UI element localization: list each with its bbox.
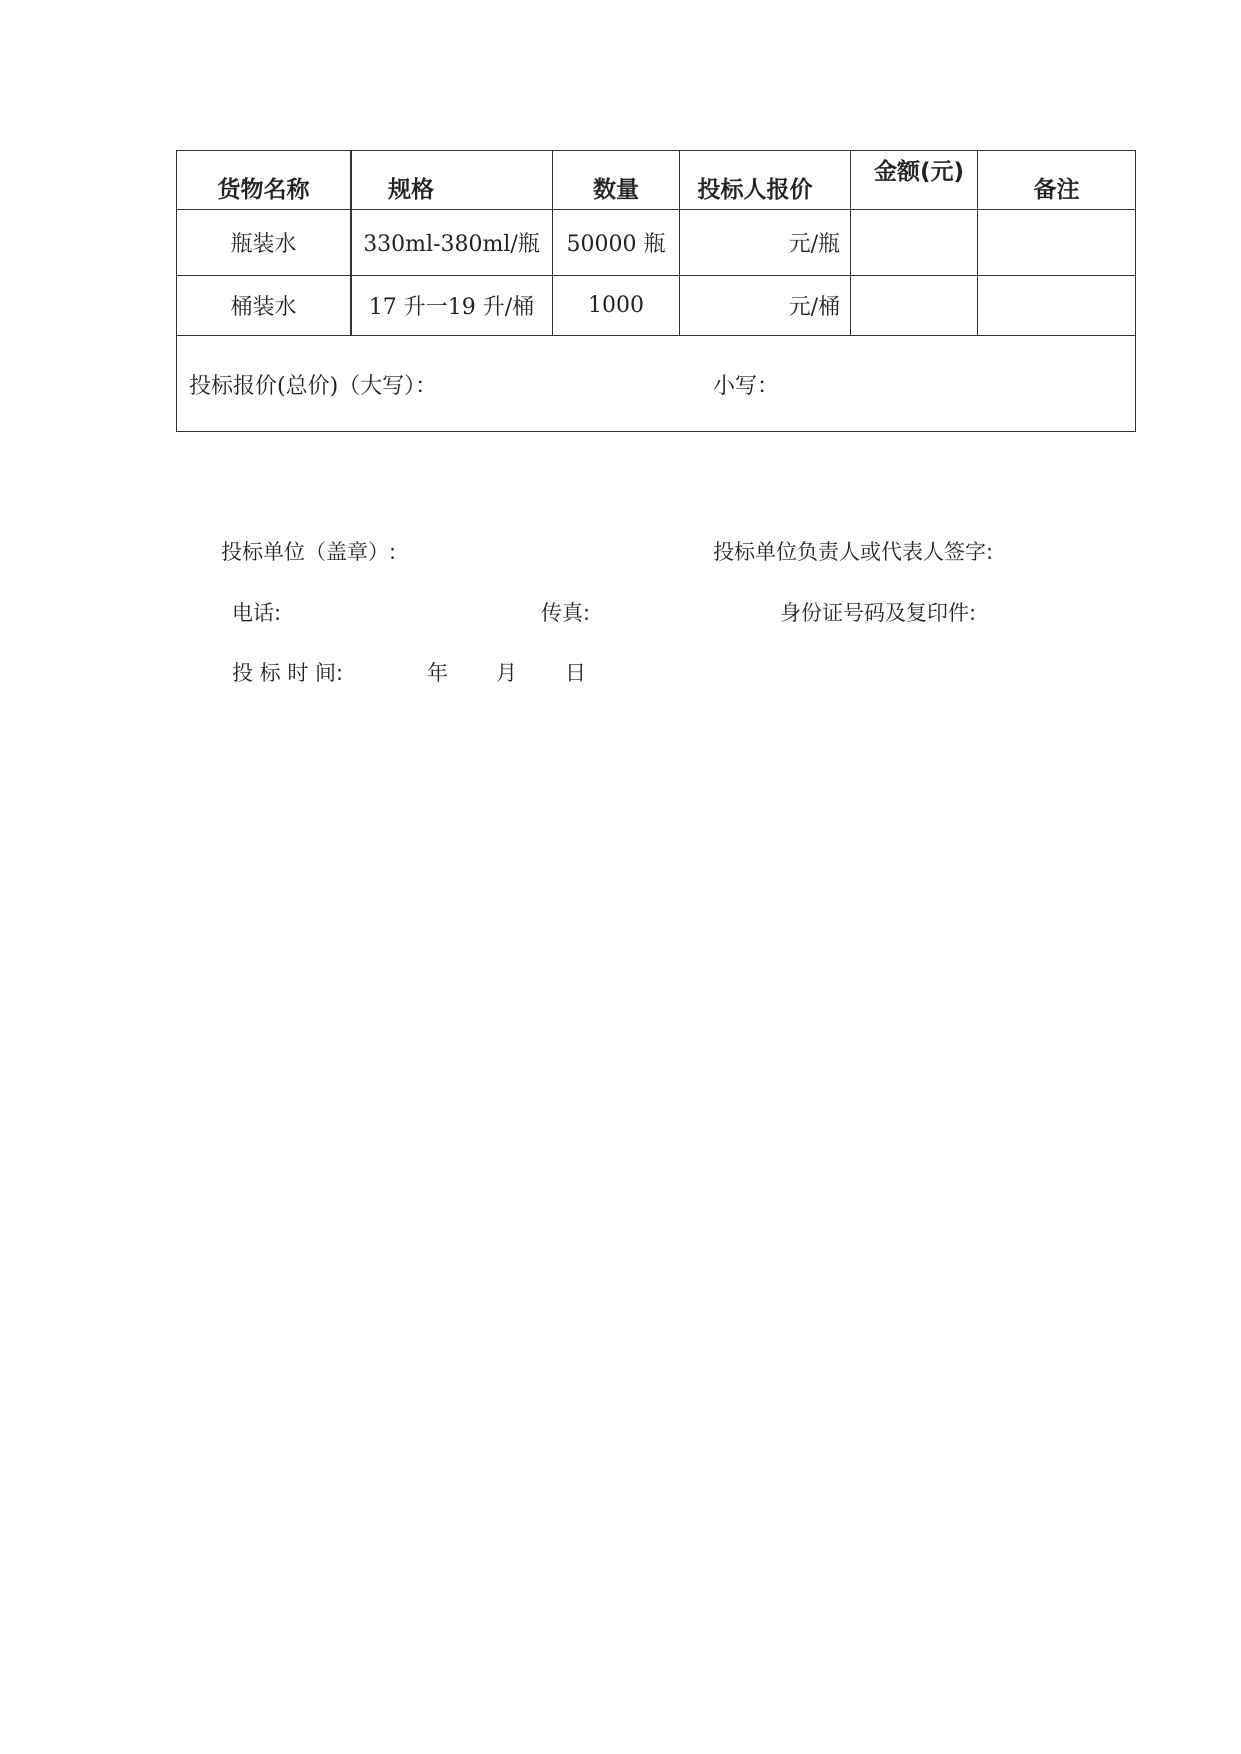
row1-quantity: 50000 瓶: [566, 232, 666, 257]
row1-remark: [978, 210, 1135, 275]
row1-spec: 330ml-380ml/瓶: [363, 232, 540, 257]
row1-bid-price: 元/瓶: [788, 232, 840, 257]
row2-remark: [978, 276, 1135, 335]
fax-label: 传真:: [541, 601, 591, 625]
header-bid-price: 投标人报价: [697, 176, 813, 203]
row2-quantity: 1000: [588, 293, 644, 318]
representative-signature-label: 投标单位负责人或代表人签字:: [713, 540, 994, 564]
id-card-label: 身份证号码及复印件:: [780, 601, 977, 625]
row2-bid-price: 元/桶: [788, 295, 840, 320]
bid-time-year: 年: [427, 661, 448, 685]
header-spec: 规格: [388, 176, 434, 203]
header-remark: 备注: [1033, 176, 1080, 203]
bid-price-table: [176, 150, 1136, 432]
total-price-lowercase-label: 小写：: [713, 374, 780, 399]
row2-spec: 17 升一19 升/桶: [368, 295, 535, 320]
header-amount: 金额(元): [873, 158, 965, 185]
header-quantity: 数量: [593, 176, 639, 203]
row2-goods-name: 桶装水: [230, 295, 297, 320]
row1-goods-name: 瓶装水: [230, 232, 297, 257]
phone-label: 电话:: [232, 601, 282, 625]
bidder-unit-seal-label: 投标单位（盖章）:: [221, 540, 397, 564]
row2-amount: [851, 276, 977, 335]
bid-time-day: 日: [565, 661, 586, 685]
bid-time-month: 月: [496, 661, 517, 685]
row1-amount: [851, 210, 977, 275]
bid-time-label: 投 标 时 间:: [232, 661, 344, 685]
header-goods-name: 货物名称: [217, 176, 310, 203]
total-price-uppercase-label: 投标报价(总价)（大写）：: [189, 374, 438, 399]
